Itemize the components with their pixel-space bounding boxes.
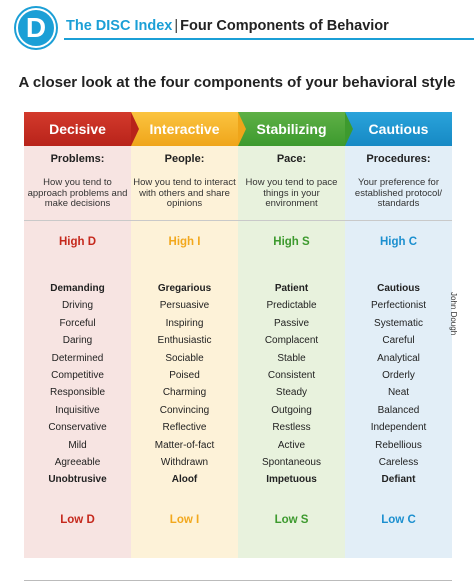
logo-letter: D bbox=[25, 12, 47, 43]
trait-item: Predictable bbox=[266, 300, 317, 312]
header-subtitle: Four Components of Behavior bbox=[180, 18, 389, 34]
category-description: How you tend to interact with others and share opinions bbox=[133, 177, 236, 209]
trait-item: Demanding bbox=[50, 283, 105, 294]
trait-item: Restless bbox=[272, 422, 311, 434]
column-stabilizing bbox=[238, 112, 345, 558]
trait-item: Rebellious bbox=[375, 439, 422, 451]
trait-item: Defiant bbox=[381, 474, 416, 486]
trait-list bbox=[24, 280, 131, 489]
header-title bbox=[66, 18, 389, 34]
header bbox=[16, 8, 460, 48]
disc-logo bbox=[16, 8, 56, 48]
trait-item: Complacent bbox=[264, 335, 319, 347]
trait-item: Sociable bbox=[165, 352, 204, 364]
trait-item: Charming bbox=[162, 387, 207, 399]
index-label: The DISC Index bbox=[66, 18, 173, 34]
trait-item: Systematic bbox=[374, 317, 423, 329]
trait-item: Conservative bbox=[48, 422, 107, 434]
trait-item: Active bbox=[277, 439, 306, 451]
category-description: How you tend to pace things in your environment bbox=[245, 177, 338, 209]
side-name-text: John Dough bbox=[449, 292, 458, 336]
tab-arrow bbox=[345, 112, 353, 146]
trait-item: Daring bbox=[62, 335, 93, 347]
side-name bbox=[448, 292, 462, 352]
trait-item: Stable bbox=[277, 352, 306, 364]
trait-item: Inspiring bbox=[165, 317, 204, 329]
trait-item: Impetuous bbox=[266, 474, 317, 486]
trait-item: Outgoing bbox=[271, 404, 312, 416]
header-separator: | bbox=[174, 18, 179, 34]
trait-item: Cautious bbox=[377, 283, 420, 294]
trait-item: Withdrawn bbox=[160, 456, 209, 468]
header-divider bbox=[24, 220, 452, 221]
components-table bbox=[24, 112, 452, 558]
trait-item: Unobtrusive bbox=[48, 474, 107, 486]
low-label: Low C bbox=[381, 514, 416, 526]
trait-item: Determined bbox=[51, 352, 104, 364]
trait-item: Poised bbox=[169, 369, 200, 381]
high-label: High S bbox=[273, 236, 310, 248]
tab-arrow bbox=[131, 112, 139, 146]
high-label: High D bbox=[58, 236, 97, 248]
trait-item: Agreeable bbox=[54, 456, 101, 468]
trait-item: Reflective bbox=[162, 422, 207, 434]
low-label: Low I bbox=[169, 514, 200, 526]
trait-item: Forceful bbox=[59, 317, 96, 329]
trait-list bbox=[238, 280, 345, 489]
category-description: Your preference for established protocol/ standards bbox=[354, 177, 443, 209]
trait-item: Consistent bbox=[267, 369, 316, 381]
tab-arrow bbox=[238, 112, 246, 146]
tab-decisive: Decisive bbox=[24, 112, 131, 146]
footer-rule bbox=[24, 580, 452, 581]
trait-item: Neat bbox=[387, 387, 410, 399]
trait-list bbox=[345, 280, 452, 489]
low-label: Low S bbox=[274, 514, 309, 526]
trait-item: Convincing bbox=[159, 404, 210, 416]
page-subtitle: A closer look at the four components of your behavioral style bbox=[18, 74, 456, 91]
column-interactive bbox=[131, 112, 238, 558]
trait-item: Responsible bbox=[49, 387, 106, 399]
trait-item: Aloof bbox=[171, 474, 198, 486]
tab-stabilizing: Stabilizing bbox=[238, 112, 345, 146]
trait-item: Independent bbox=[370, 422, 427, 434]
trait-item: Persuasive bbox=[159, 300, 210, 312]
trait-item: Steady bbox=[275, 387, 308, 399]
trait-item: Mild bbox=[68, 439, 87, 451]
tab-interactive: Interactive bbox=[131, 112, 238, 146]
category-label: Pace: bbox=[276, 153, 307, 165]
category-label: Procedures: bbox=[366, 153, 431, 165]
trait-item: Driving bbox=[61, 300, 94, 312]
high-label: High I bbox=[168, 236, 201, 248]
trait-item: Careless bbox=[378, 456, 419, 468]
header-rule bbox=[64, 38, 474, 40]
category-label: People: bbox=[164, 153, 205, 165]
high-label: High C bbox=[379, 236, 418, 248]
trait-item: Competitive bbox=[51, 369, 104, 381]
category-label: Problems: bbox=[50, 153, 105, 165]
trait-item: Careful bbox=[382, 335, 415, 347]
trait-item: Enthusiastic bbox=[157, 335, 212, 347]
trait-item: Gregarious bbox=[157, 283, 212, 294]
trait-item: Orderly bbox=[382, 369, 415, 381]
tab-cautious: Cautious bbox=[345, 112, 452, 146]
trait-item: Balanced bbox=[377, 404, 420, 416]
column-decisive bbox=[24, 112, 131, 558]
trait-item: Matter-of-fact bbox=[154, 439, 215, 451]
trait-item: Passive bbox=[273, 317, 309, 329]
trait-item: Perfectionist bbox=[370, 300, 427, 312]
column-cautious bbox=[345, 112, 452, 558]
trait-item: Inquisitive bbox=[55, 404, 100, 416]
trait-item: Patient bbox=[274, 283, 309, 294]
trait-item: Analytical bbox=[377, 352, 420, 364]
trait-list bbox=[131, 280, 238, 489]
trait-item: Spontaneous bbox=[262, 456, 321, 468]
category-description: How you tend to approach problems and make decisions bbox=[27, 177, 128, 209]
low-label: Low D bbox=[60, 514, 95, 526]
